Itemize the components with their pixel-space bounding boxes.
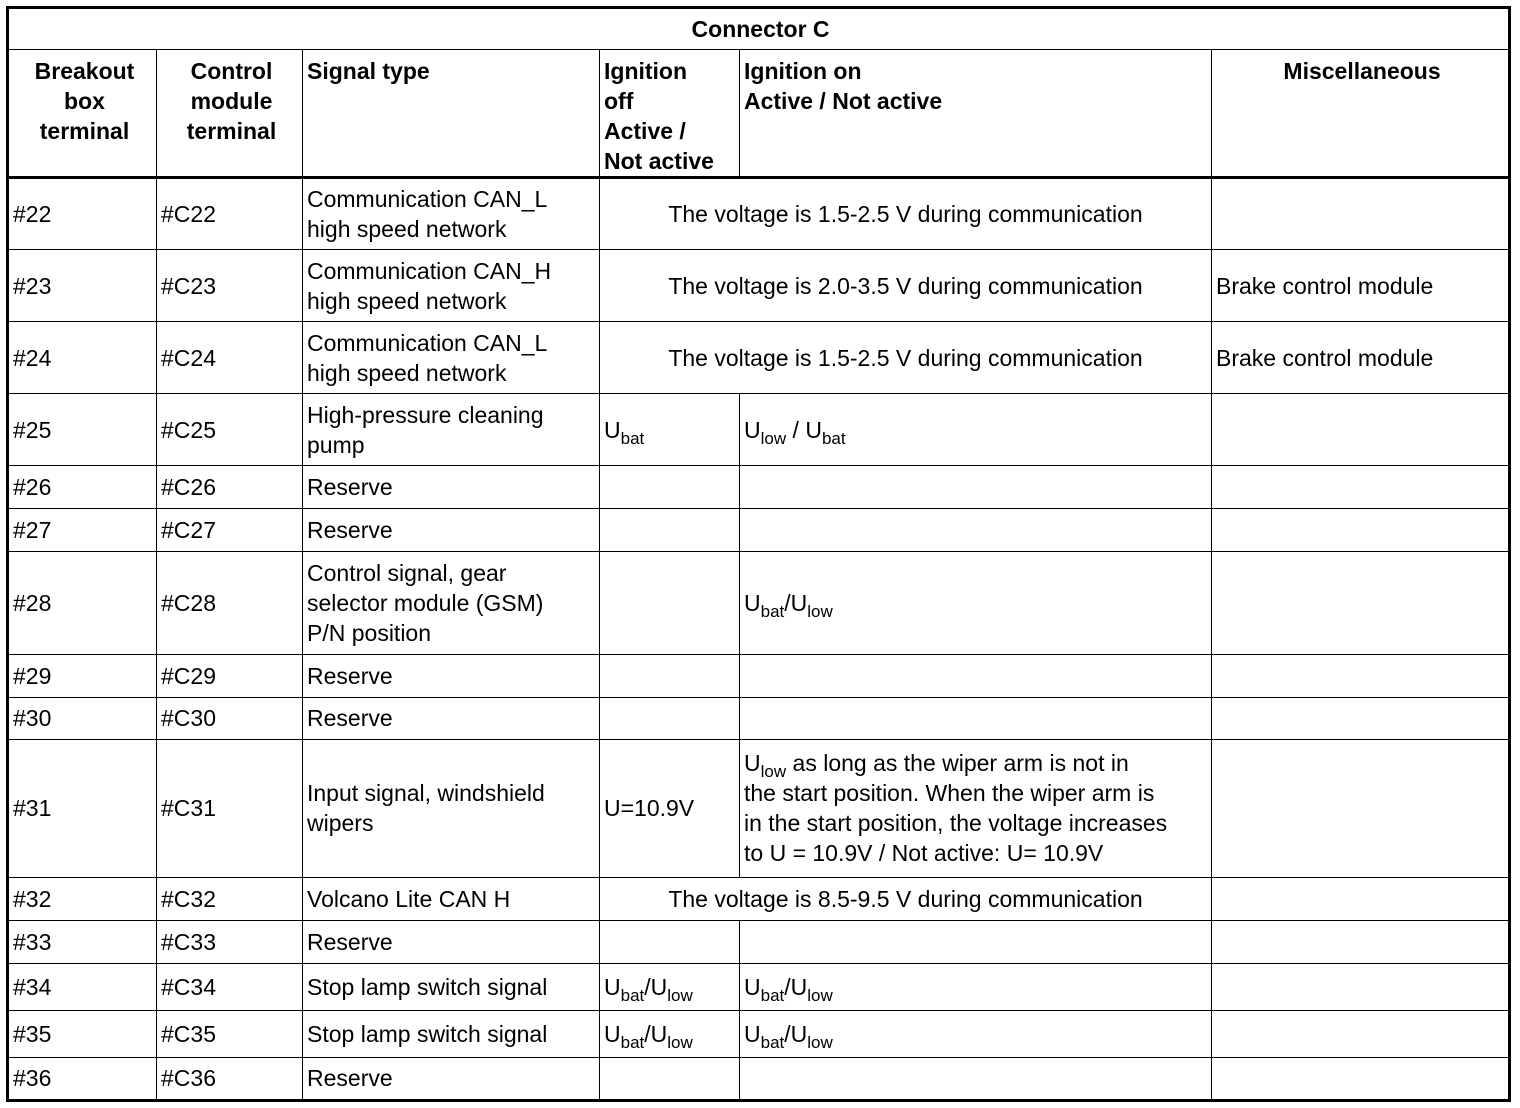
control-terminal: #C28	[157, 552, 303, 654]
ignition-on-value: $U_{low}$ as long as the wiper arm is not in the start position. When the wiper arm is in the start position, the voltage increases to U = 10.9V / Not active: U= 10.9V	[740, 739, 1212, 877]
header-miscellaneous: Miscellaneous	[1212, 50, 1510, 178]
breakout-terminal: #25	[8, 394, 157, 466]
header-breakout-box-terminal: Breakout box terminal	[8, 50, 157, 178]
ignition-off-value: $U_{bat}$	[600, 394, 740, 466]
table-title: Connector C	[8, 8, 1510, 50]
ignition-off-value	[600, 1057, 740, 1100]
miscellaneous	[1212, 963, 1510, 1010]
breakout-terminal: #31	[8, 739, 157, 877]
table-row	[8, 1010, 1510, 1057]
ignition-off-value	[600, 466, 740, 509]
signal-type: Volcano Lite CAN H	[303, 877, 600, 920]
signal-type: Communication CAN_L high speed network	[303, 178, 600, 250]
voltage-note: The voltage is 2.0-3.5 V during communication	[600, 250, 1212, 322]
miscellaneous: Brake control module	[1212, 322, 1510, 394]
control-terminal: #C36	[157, 1057, 303, 1100]
signal-type: Reserve	[303, 654, 600, 697]
ignition-on-value: $U_{bat}/U_{low}$	[740, 963, 1212, 1010]
ignition-off-value	[600, 697, 740, 739]
miscellaneous	[1212, 1057, 1510, 1100]
miscellaneous	[1212, 394, 1510, 466]
breakout-terminal: #32	[8, 877, 157, 920]
header-signal-type: Signal type	[303, 50, 600, 178]
ignition-off-value: $U_{bat}/U_{low}$	[600, 1010, 740, 1057]
header-control-module-terminal: Control module terminal	[157, 50, 303, 178]
header-ignition-on: Ignition on Active / Not active	[740, 50, 1212, 178]
table-row	[8, 739, 1510, 877]
miscellaneous: Brake control module	[1212, 250, 1510, 322]
breakout-terminal: #35	[8, 1010, 157, 1057]
table-row	[8, 178, 1510, 250]
control-terminal: #C30	[157, 697, 303, 739]
miscellaneous	[1212, 739, 1510, 877]
control-terminal: #C26	[157, 466, 303, 509]
control-terminal: #C23	[157, 250, 303, 322]
signal-type: Communication CAN_H high speed network	[303, 250, 600, 322]
table-row	[8, 250, 1510, 322]
ignition-on-value	[740, 466, 1212, 509]
breakout-terminal: #23	[8, 250, 157, 322]
miscellaneous	[1212, 877, 1510, 920]
signal-type: High-pressure cleaning pump	[303, 394, 600, 466]
breakout-terminal: #29	[8, 654, 157, 697]
signal-type: Reserve	[303, 697, 600, 739]
miscellaneous	[1212, 920, 1510, 963]
ignition-on-value: $U_{low} / U_{bat}$	[740, 394, 1212, 466]
miscellaneous	[1212, 466, 1510, 509]
voltage-note: The voltage is 1.5-2.5 V during communication	[600, 178, 1212, 250]
ignition-on-value	[740, 1057, 1212, 1100]
ignition-on-value: $U_{bat}/U_{low}$	[740, 1010, 1212, 1057]
miscellaneous	[1212, 697, 1510, 739]
breakout-terminal: #36	[8, 1057, 157, 1100]
control-terminal: #C29	[157, 654, 303, 697]
breakout-terminal: #22	[8, 178, 157, 250]
table-row	[8, 654, 1510, 697]
signal-type: Input signal, windshield wipers	[303, 739, 600, 877]
ignition-on-value	[740, 920, 1212, 963]
control-terminal: #C22	[157, 178, 303, 250]
control-terminal: #C31	[157, 739, 303, 877]
header-row	[8, 50, 1510, 178]
table-row	[8, 1057, 1510, 1100]
ignition-on-value	[740, 654, 1212, 697]
table-row	[8, 509, 1510, 552]
miscellaneous	[1212, 1010, 1510, 1057]
ignition-off-value	[600, 509, 740, 552]
table-row	[8, 552, 1510, 654]
voltage-note: The voltage is 1.5-2.5 V during communication	[600, 322, 1212, 394]
control-terminal: #C34	[157, 963, 303, 1010]
control-terminal: #C24	[157, 322, 303, 394]
miscellaneous	[1212, 509, 1510, 552]
control-terminal: #C25	[157, 394, 303, 466]
signal-type: Communication CAN_L high speed network	[303, 322, 600, 394]
ignition-off-value	[600, 552, 740, 654]
control-terminal: #C33	[157, 920, 303, 963]
miscellaneous	[1212, 178, 1510, 250]
table-row	[8, 920, 1510, 963]
table-row	[8, 466, 1510, 509]
ignition-off-value: U=10.9V	[600, 739, 740, 877]
ignition-on-value	[740, 697, 1212, 739]
ignition-off-value	[600, 920, 740, 963]
signal-type: Stop lamp switch signal	[303, 1010, 600, 1057]
ignition-on-value: $U_{bat}/U_{low}$	[740, 552, 1212, 654]
breakout-terminal: #30	[8, 697, 157, 739]
breakout-terminal: #28	[8, 552, 157, 654]
signal-type: Reserve	[303, 920, 600, 963]
ignition-on-value	[740, 509, 1212, 552]
ignition-off-value	[600, 654, 740, 697]
table-row	[8, 877, 1510, 920]
breakout-terminal: #27	[8, 509, 157, 552]
signal-type: Control signal, gear selector module (GSM) P/N position	[303, 552, 600, 654]
control-terminal: #C32	[157, 877, 303, 920]
signal-type: Reserve	[303, 466, 600, 509]
table-row	[8, 697, 1510, 739]
table-row	[8, 322, 1510, 394]
signal-type: Reserve	[303, 1057, 600, 1100]
breakout-terminal: #24	[8, 322, 157, 394]
control-terminal: #C35	[157, 1010, 303, 1057]
header-ignition-off: Ignition off Active / Not active	[600, 50, 740, 178]
breakout-terminal: #26	[8, 466, 157, 509]
miscellaneous	[1212, 654, 1510, 697]
signal-type: Stop lamp switch signal	[303, 963, 600, 1010]
table-row	[8, 394, 1510, 466]
miscellaneous	[1212, 552, 1510, 654]
breakout-terminal: #34	[8, 963, 157, 1010]
voltage-note: The voltage is 8.5-9.5 V during communication	[600, 877, 1212, 920]
breakout-terminal: #33	[8, 920, 157, 963]
table-row	[8, 963, 1510, 1010]
control-terminal: #C27	[157, 509, 303, 552]
ignition-off-value: $U_{bat}/U_{low}$	[600, 963, 740, 1010]
signal-type: Reserve	[303, 509, 600, 552]
connector-c-table	[6, 6, 1511, 1102]
